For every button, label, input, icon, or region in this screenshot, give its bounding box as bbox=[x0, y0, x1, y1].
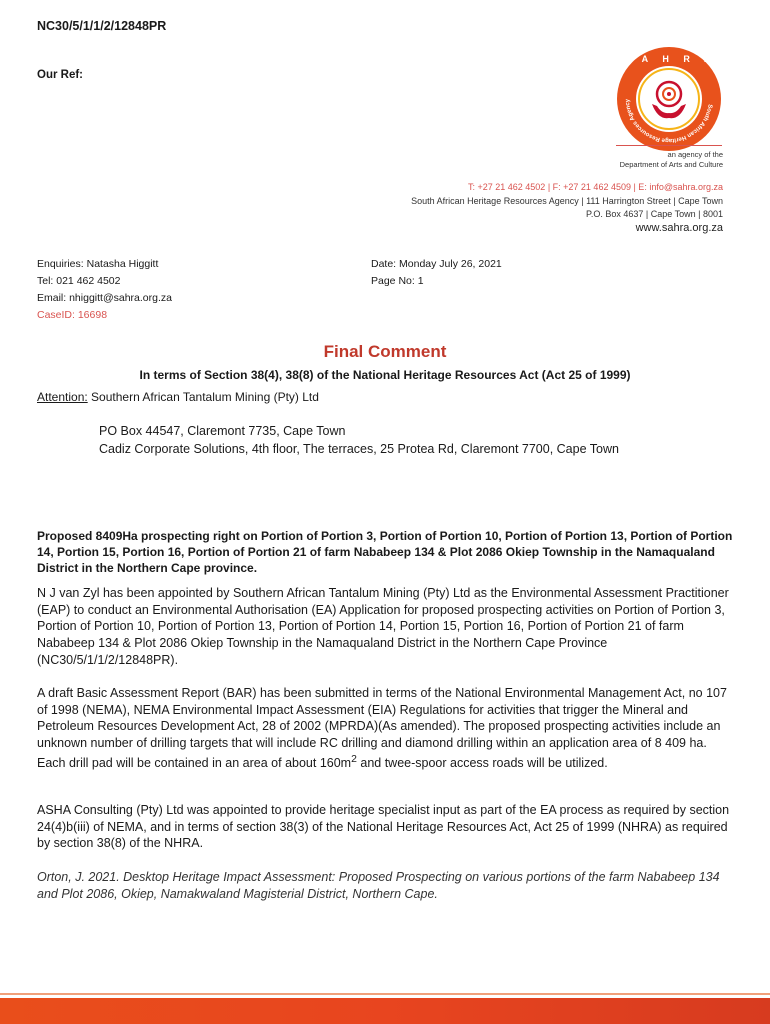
paragraph-2-superscript: 2 bbox=[351, 753, 357, 765]
attention-recipient: Southern African Tantalum Mining (Pty) Ltd bbox=[87, 390, 319, 404]
enquiries-email[interactable]: Email: nhiggitt@sahra.org.za bbox=[37, 292, 172, 304]
date-block bbox=[371, 256, 502, 290]
agency-phone-line: T: +27 21 462 4502 | F: +27 21 462 4509 | E: info@sahra.org.za bbox=[468, 182, 723, 192]
recipient-address bbox=[99, 422, 619, 458]
paragraph-2-text: A draft Basic Assessment Report (BAR) has been submitted in terms of the National Environmental Management Act, no 107 of 1998 (NEMA), NEMA Environmental Impact Assessment (EIA) Regulations for activities that trigger the Mineral and Petroleum Resources Development Act, 28 of 2002 (MPRDA)(As amended). The proposed prospecting activities include an unknown number of drilling targets that will include RC drilling and diamond drilling within an application area of 8 409 ha. Each drill pad will be contained in an area of about 160m bbox=[37, 686, 727, 770]
page-number: Page No: 1 bbox=[371, 275, 424, 287]
logo-ring-text: South African Heritage Resources Agency bbox=[624, 98, 713, 144]
our-ref-label: Our Ref: bbox=[37, 69, 83, 81]
agency-line-2: Department of Arts and Culture bbox=[619, 160, 723, 169]
attention-label: Attention: bbox=[37, 390, 88, 404]
footer-rule bbox=[0, 993, 770, 995]
attention-line bbox=[37, 390, 319, 404]
footer-bar bbox=[0, 998, 770, 1024]
agency-contact-block bbox=[330, 181, 723, 235]
agency-address-line-1: South African Heritage Resources Agency | 111 Harrington Street | Cape Town bbox=[411, 195, 723, 206]
body-paragraph-3: ASHA Consulting (Pty) Ltd was appointed to provide heritage specialist input as part of the EA process as required by section 24(4)b(iii) of NEMA, and in terms of section 38(3) of the National Heritage Resources Act, Act 25 of 1999 (NHRA) as required by section 38(8) of the NHRA. bbox=[37, 803, 730, 851]
address-line-2: Cadiz Corporate Solutions, 4th floor, The terraces, 25 Protea Rd, Claremont 7700, Cape Town bbox=[99, 442, 619, 456]
reference-citation: Orton, J. 2021. Desktop Heritage Impact Assessment: Proposed Prospecting on various portions of the farm Nababeep 134 and Plot 2086, Okiep, Namakwaland Magisterial District, Northern Cape. bbox=[37, 870, 720, 901]
enquiries-block bbox=[37, 256, 172, 324]
agency-website-link[interactable]: www.sahra.org.za bbox=[635, 221, 723, 234]
agency-affiliation bbox=[560, 150, 723, 170]
case-id: CaseID: 16698 bbox=[37, 309, 108, 321]
document-date: Date: Monday July 26, 2021 bbox=[371, 258, 502, 270]
logo-divider bbox=[616, 145, 722, 146]
paragraph-2-text-end: and twee-spoor access roads will be utilized. bbox=[356, 755, 608, 770]
logo-letters: S A H R A bbox=[621, 54, 717, 64]
address-line-1: PO Box 44547, Claremont 7735, Cape Town bbox=[99, 424, 346, 438]
body-paragraph-1: N J van Zyl has been appointed by Southern African Tantalum Mining (Pty) Ltd as the Environmental Assessment Practitioner (EAP) to conduct an Environmental Authorisation (EA) Application for proposed prospecting activities on Portion of Portion 3, Portion of Portion 10, Portion of Portion 13, Portion of Portion 14, Portion 15, Portion 16, Portion of Portion 21 of farm Nababeep 134 & Plot 2086 Okiep Township in the Namaqualand District in the Northern Cape Province (NC30/5/1/1/2/12848PR). bbox=[37, 586, 729, 667]
reference-code: NC30/5/1/1/2/12848PR bbox=[37, 19, 167, 33]
sahra-logo bbox=[614, 44, 724, 154]
agency-line-1: an agency of the bbox=[667, 150, 723, 159]
document-title: Final Comment bbox=[323, 342, 447, 361]
proposal-heading: Proposed 8409Ha prospecting right on Portion of Portion 3, Portion of Portion 10, Portion of Portion 13, Portion of Portion 14, Portion 15, Portion 16, Portion of Portion 21 of farm Nababeep 134 & Plot 2086 Okiep Township in the Namaqualand District in the Northern Cape province. bbox=[37, 529, 733, 575]
body-paragraph-2 bbox=[37, 685, 737, 772]
enquiries-tel: Tel: 021 462 4502 bbox=[37, 275, 121, 287]
document-subtitle: In terms of Section 38(4), 38(8) of the National Heritage Resources Act (Act 25 of 1999) bbox=[139, 368, 631, 382]
enquiries-name: Enquiries: Natasha Higgitt bbox=[37, 258, 159, 270]
agency-address-line-2: P.O. Box 4637 | Cape Town | 8001 bbox=[586, 209, 723, 219]
